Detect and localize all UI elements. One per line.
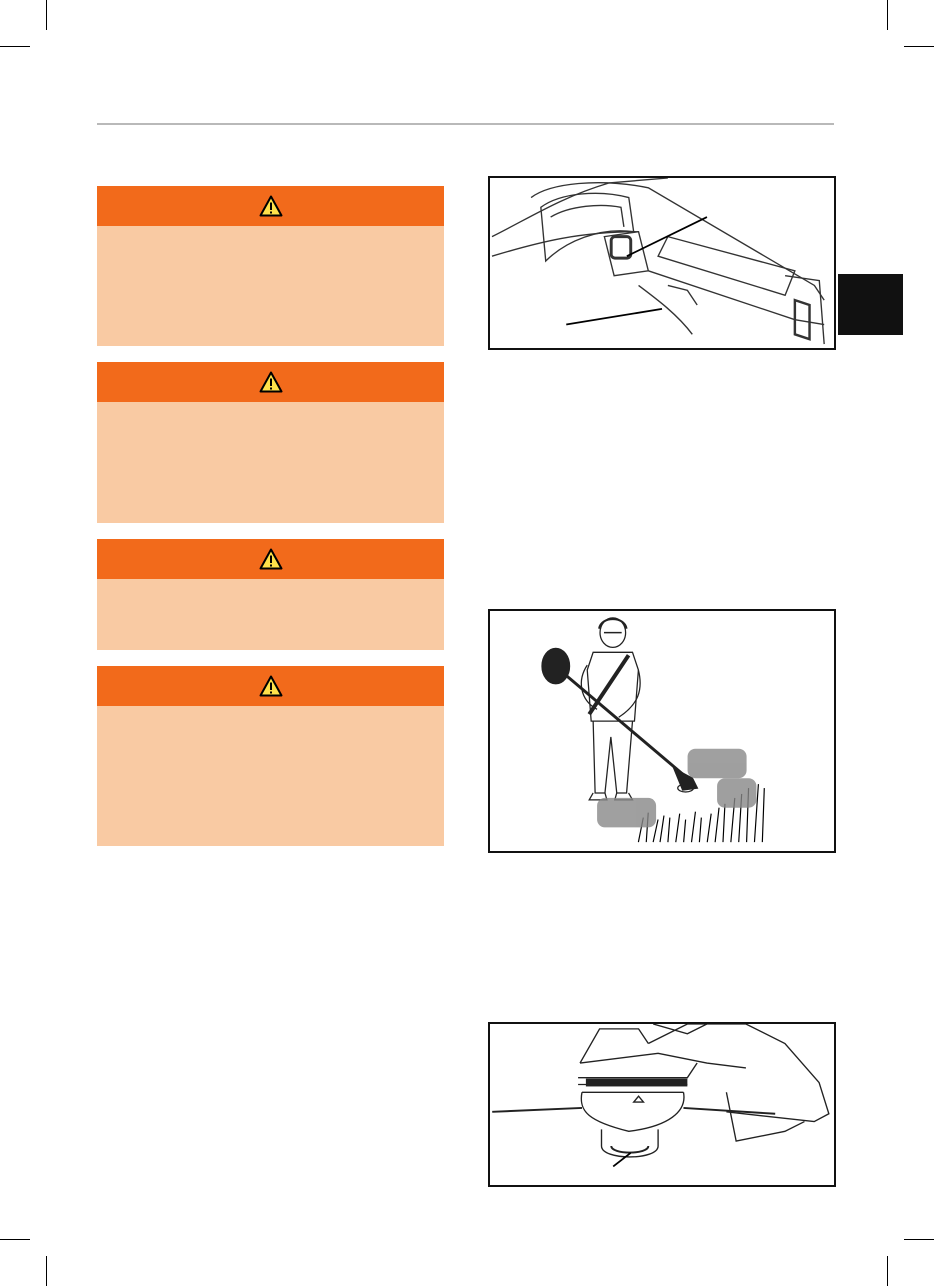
crop-mark	[0, 1239, 30, 1240]
warning-triangle-icon	[259, 195, 283, 217]
warning-box	[97, 362, 444, 523]
crop-mark	[46, 0, 47, 30]
warning-header	[97, 666, 444, 706]
warning-triangle-icon	[259, 548, 283, 570]
language-tab	[838, 274, 903, 335]
operator-illustration	[490, 611, 834, 851]
crop-mark	[904, 1239, 934, 1240]
warning-body	[97, 402, 444, 523]
crop-mark	[0, 46, 30, 47]
trimmer-head-illustration	[490, 1024, 834, 1185]
crop-mark	[904, 46, 934, 47]
warning-header	[97, 539, 444, 579]
warning-body	[97, 226, 444, 346]
warning-triangle-icon	[259, 371, 283, 393]
warning-box	[97, 186, 444, 346]
warning-header	[97, 186, 444, 226]
warning-body	[97, 579, 444, 650]
warning-header	[97, 362, 444, 402]
warning-body	[97, 706, 444, 846]
crop-mark	[887, 0, 888, 30]
warning-triangle-icon	[259, 675, 283, 697]
figure-trimmer-head	[488, 1022, 836, 1187]
crop-mark	[46, 1256, 47, 1286]
warning-box	[97, 539, 444, 650]
warning-box	[97, 666, 444, 846]
header-rule	[97, 123, 834, 125]
figure-handle	[488, 176, 836, 350]
figure-operator	[488, 609, 836, 853]
crop-mark	[887, 1256, 888, 1286]
handle-illustration	[490, 178, 834, 348]
